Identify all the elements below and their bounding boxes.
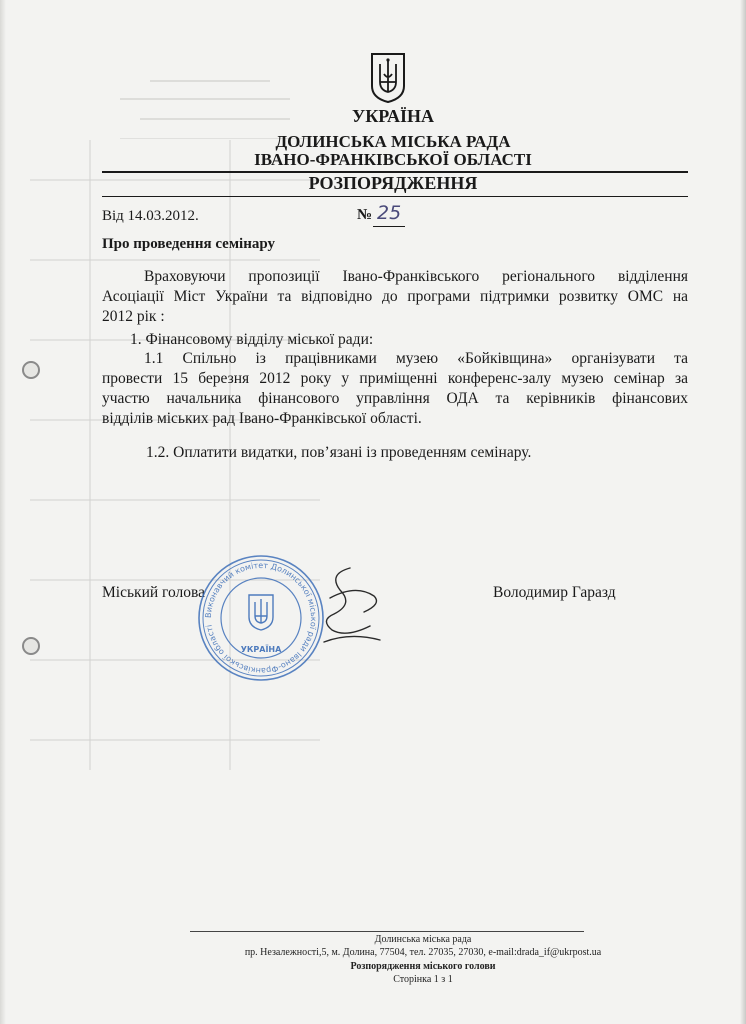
signature-position: Міський голова — [102, 584, 206, 601]
header-region: ІВАНО-ФРАНКІВСЬКОЇ ОБЛАСТІ — [254, 150, 532, 169]
intro-line: 2012 рік : — [102, 308, 165, 325]
intro-paragraph — [102, 267, 688, 327]
signature-name: Володимир Гаразд — [493, 584, 616, 601]
item-1-1-paragraph — [102, 349, 688, 429]
coat-of-arms-icon — [370, 52, 406, 104]
item-1-1-line: 1.1 Спільно із працівниками музею «Бойківщина» організувати та — [144, 350, 688, 367]
item-1-1-line: відділів міських рад Івано-Франківської області. — [102, 410, 422, 427]
doc-number-label: № — [357, 207, 373, 223]
handwritten-signature-icon — [310, 560, 390, 650]
item-1: 1. Фінансовому відділу міської ради: — [130, 331, 374, 348]
footer-rule — [190, 931, 584, 932]
intro-line: Враховуючи пропозиції Івано-Франківського регіонального відділення — [144, 268, 688, 285]
header-rule-bottom — [102, 196, 688, 197]
doc-number-underline — [373, 226, 405, 227]
header-doc-type: РОЗПОРЯДЖЕННЯ — [308, 173, 478, 193]
header-country: УКРАЇНА — [352, 106, 434, 126]
official-stamp-icon — [196, 553, 326, 683]
footer-doc: Розпорядження міського голови — [350, 961, 496, 972]
doc-number-handwritten: 25 — [377, 202, 402, 224]
punch-hole — [22, 361, 40, 379]
doc-date: Від 14.03.2012. — [102, 208, 199, 224]
punch-hole — [22, 637, 40, 655]
footer-org: Долинська міська рада — [374, 934, 472, 945]
paper-edge-left — [0, 0, 6, 1024]
stamp-ring-text: Виконавчий комітет Долинської міської ради Івано-Франківської області — [203, 560, 319, 676]
stamp-center-text: УКРАЇНА — [240, 645, 282, 654]
footer-address: пр. Незалежності,5, м. Долина, 77504, тел. 27035, 27030, e-mail:drada_if@ukrpost.ua — [244, 947, 602, 958]
item-1-1-line: участю начальника фінансового управління ОДА та керівників фінансових — [102, 390, 688, 407]
header-council: ДОЛИНСЬКА МІСЬКА РАДА — [275, 132, 511, 151]
doc-subject: Про проведення семінару — [102, 236, 275, 252]
item-1-2: 1.2. Оплатити видатки, пов’язані із проведенням семінару. — [146, 444, 532, 461]
intro-line: Асоціації Міст України та відповідно до програми підтримки розвитку ОМС на — [102, 288, 688, 305]
footer-page: Сторінка 1 з 1 — [393, 974, 453, 985]
item-1-1-line: провести 15 березня 2012 року у приміщенні конференс-залу музею семінар за — [102, 370, 688, 387]
